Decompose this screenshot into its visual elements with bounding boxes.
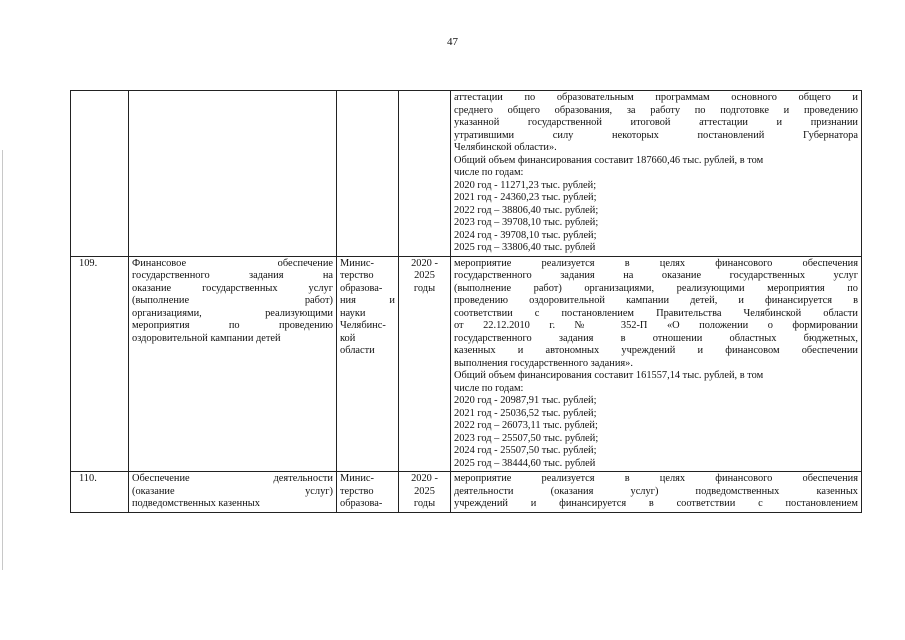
cell-line: числе по годам: — [454, 167, 524, 178]
cell-line: (оказание услуг) — [132, 485, 333, 497]
cell-line: подведомственных казенных — [132, 498, 260, 509]
cell-line: науки — [340, 307, 366, 319]
cell-line: 2022 год – 26073,11 тыс. рублей; — [454, 420, 598, 431]
cell-line: оказание государственных услуг — [132, 282, 333, 294]
cell-line: 2020 - — [411, 257, 438, 269]
cell-line: 2025 год – 33806,40 тыс. рублей — [454, 242, 596, 253]
cell-line: деятельности (оказания услуг) подведомственных казенных — [454, 485, 858, 497]
cell-line: области — [340, 345, 375, 356]
page-number: 47 — [447, 36, 458, 48]
cell-line: Челябинс- — [340, 320, 386, 331]
cell-line: государственного задания на — [132, 270, 333, 281]
margin-line — [2, 150, 3, 570]
measure-number-cell — [71, 256, 129, 472]
table-row — [71, 256, 862, 472]
cell-line: 2021 год - 25036,52 тыс. рублей; — [454, 407, 597, 419]
cell-line: 2021 год - 24360,23 тыс. рублей; — [454, 192, 597, 203]
cell-line: организациями, реализующими — [132, 307, 333, 319]
term-cell — [399, 256, 451, 472]
table-row — [71, 91, 862, 257]
cell-line: 2020 год - 20987,91 тыс. рублей; — [454, 395, 597, 406]
measure-number-cell — [71, 472, 129, 513]
cell-line: (выполнение работ) — [132, 295, 333, 306]
cell-line: 2023 год – 25507,50 тыс. рублей; — [454, 432, 599, 444]
cell-line: государственного задания в отношении областных бюджетных, — [454, 332, 858, 344]
description-cell — [451, 91, 862, 257]
cell-line: от 22.12.2010 г. № 352-П «О положении о формировании — [454, 320, 858, 331]
cell-line: Челябинской области». — [454, 142, 557, 153]
description-cell — [451, 256, 862, 472]
cell-line: оздоровительной кампании детей — [132, 332, 281, 344]
measure-name-cell — [129, 472, 337, 513]
cell-line: образова- — [340, 498, 383, 509]
cell-line: утратившими силу некоторых постановлений Губернатора — [454, 129, 858, 141]
cell-line: Минис- — [340, 257, 374, 269]
table-row — [71, 472, 862, 513]
cell-line: мероприятия по проведению — [132, 320, 333, 331]
cell-line: 2024 год - 25507,50 тыс. рублей; — [454, 445, 597, 456]
cell-line: среднего общего образования, за работу по подготовке и проведению — [454, 104, 858, 116]
cell-line: 2025 — [414, 485, 435, 497]
term-cell — [399, 472, 451, 513]
cell-line: (выполнение работ) организациями, реализующими мероприятия по — [454, 282, 858, 294]
cell-line: мероприятие реализуется в целях финансового обеспечения — [454, 473, 858, 484]
executor-cell — [337, 91, 399, 257]
measure-name-cell — [129, 91, 337, 257]
measure-name-cell — [129, 256, 337, 472]
cell-line: мероприятие реализуется в целях финансового обеспечения — [454, 257, 858, 269]
cell-line: терство — [340, 270, 374, 281]
cell-line: 2025 — [414, 270, 435, 281]
cell-line: 2022 год – 38806,40 тыс. рублей; — [454, 204, 599, 216]
cell-line: 2025 год – 38444,60 тыс. рублей — [454, 457, 596, 469]
cell-line: выполнения государственного задания». — [454, 357, 633, 369]
cell-line: ния и — [340, 295, 395, 306]
cell-line: 2020 - — [411, 473, 438, 484]
cell-line: кой — [340, 332, 356, 344]
cell-line: годы — [413, 282, 436, 294]
cell-line: 2020 год - 11271,23 тыс. рублей; — [454, 179, 597, 191]
cell-line: 2023 год – 39708,10 тыс. рублей; — [454, 217, 599, 228]
cell-line: проведению оздоровительной кампании детей, и финансируется в — [454, 295, 858, 306]
cell-line: Общий объем финансирования составит 161557,14 тыс. рублей, в том — [454, 370, 764, 381]
measure-number-cell — [71, 91, 129, 257]
cell-line: годы — [413, 498, 436, 509]
cell-line: учреждений и финансируется в соответствии с постановлением — [454, 498, 858, 509]
cell-line: указанной государственной итоговой аттестации и признании — [454, 117, 858, 128]
cell-line: казенных и автономных учреждений и финансовом обеспечении — [454, 345, 858, 356]
cell-line: числе по годам: — [454, 382, 524, 394]
cell-line: терство — [340, 485, 374, 497]
description-cell — [451, 472, 862, 513]
cell-line: соответствии с постановлением Правительства Челябинской области — [454, 307, 858, 319]
cell-line: образова- — [340, 282, 383, 294]
cell-line: государственного задания на оказание государственных услуг — [454, 270, 858, 281]
cell-line: 2024 год - 39708,10 тыс. рублей; — [454, 229, 597, 241]
term-cell — [399, 91, 451, 257]
executor-cell — [337, 472, 399, 513]
executor-cell — [337, 256, 399, 472]
cell-line: Обеспечение деятельности — [132, 473, 333, 484]
cell-line: Минис- — [340, 473, 374, 484]
cell-line: аттестации по образовательным программам основного общего и — [454, 92, 858, 103]
cell-line: Общий объем финансирования составит 187660,46 тыс. рублей, в том — [454, 154, 764, 166]
measure-number: 110. — [79, 473, 97, 484]
cell-line: Финансовое обеспечение — [132, 257, 333, 269]
measure-number: 109. — [79, 257, 98, 269]
program-measures-table — [70, 90, 862, 513]
